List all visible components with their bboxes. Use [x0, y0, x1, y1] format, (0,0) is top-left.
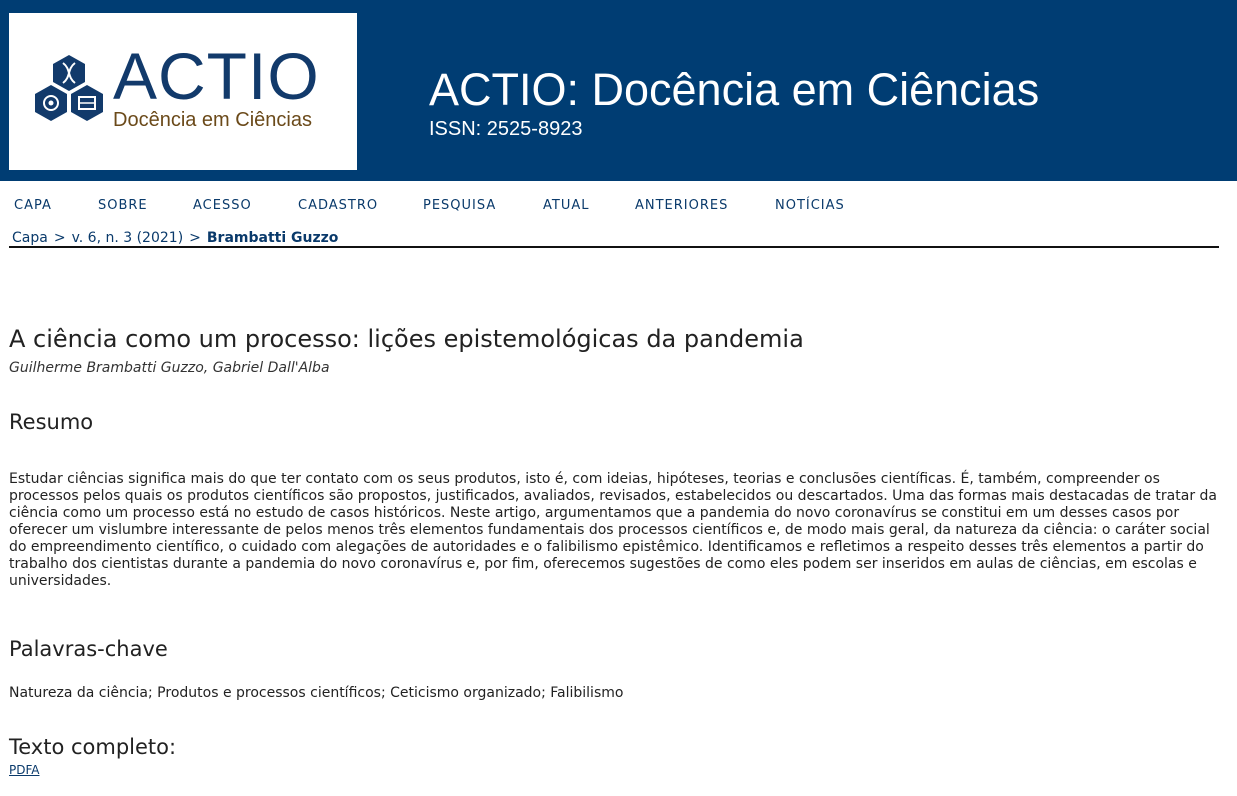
site-header	[0, 0, 1237, 181]
keywords-text: Natureza da ciência; Produtos e processos científicos; Ceticismo organizado; Falibilismo	[9, 685, 624, 701]
nav-anteriores[interactable]: ANTERIORES	[635, 198, 729, 213]
journal-logo[interactable]	[9, 13, 357, 170]
main-nav	[0, 196, 1237, 218]
breadcrumb-separator: >	[53, 230, 66, 246]
breadcrumb-issue[interactable]: v. 6, n. 3 (2021)	[71, 230, 184, 246]
abstract-heading: Resumo	[9, 410, 94, 434]
breadcrumb-current[interactable]: Brambatti Guzzo	[206, 230, 339, 246]
header-divider	[9, 246, 1219, 248]
site-issn: ISSN: 2525-8923	[429, 118, 583, 140]
breadcrumb-home[interactable]: Capa	[12, 230, 48, 246]
nav-acesso[interactable]: ACESSO	[193, 198, 252, 213]
site-title: ACTIO: Docência em Ciências	[429, 64, 1040, 115]
pdf-link[interactable]: PDFA	[9, 763, 40, 777]
logo-wordmark: ACTIO	[113, 39, 320, 113]
nav-sobre[interactable]: SOBRE	[98, 198, 148, 213]
nav-atual[interactable]: ATUAL	[543, 198, 590, 213]
fulltext-heading: Texto completo:	[9, 735, 177, 759]
nav-cadastro[interactable]: CADASTRO	[298, 198, 379, 213]
article-title: A ciência como um processo: lições epistemológicas da pandemia	[9, 325, 804, 353]
article-authors: Guilherme Brambatti Guzzo, Gabriel Dall'Alba	[9, 360, 330, 376]
logo-subtitle: Docência em Ciências	[113, 109, 312, 131]
nav-noticias[interactable]: NOTÍCIAS	[775, 198, 845, 213]
keywords-heading: Palavras-chave	[9, 637, 168, 661]
abstract-text: Estudar ciências significa mais do que ter contato com os seus produtos, isto é, com ideias, hipóteses, teorias e conclusões científicas. É, também, compreender os processos pelos quais os produtos científicos são propostos, justificados, avaliados, revisados, estabelecidos ou descartados. Uma das formas mais destacadas de tratar da ciência como um processo está no estudo de casos históricos. Neste artigo, argumentamos que a pandemia do novo coronavírus se constitui em um desses casos por oferecer um vislumbre interessante de pelos menos três elementos fundamentais dos processos científicos e, de modo mais geral, da natureza da ciência: o caráter social do empreendimento científico, o cuidado com alegações de autoridades e o falibilismo epistêmico. Identificamos e refletimos a respeito desses três elementos a partir do trabalho dos cientistas durante a pandemia do novo coronavírus e, por fim, oferecemos sugestões de como eles podem ser inseridos em aulas de ciências, em escolas e universidades.	[9, 471, 1217, 589]
breadcrumb-separator: >	[189, 230, 201, 246]
nav-capa[interactable]: CAPA	[14, 198, 52, 213]
breadcrumb	[12, 229, 338, 247]
nav-pesquisa[interactable]: PESQUISA	[423, 198, 497, 213]
hexagon-logo-icon	[31, 53, 111, 135]
